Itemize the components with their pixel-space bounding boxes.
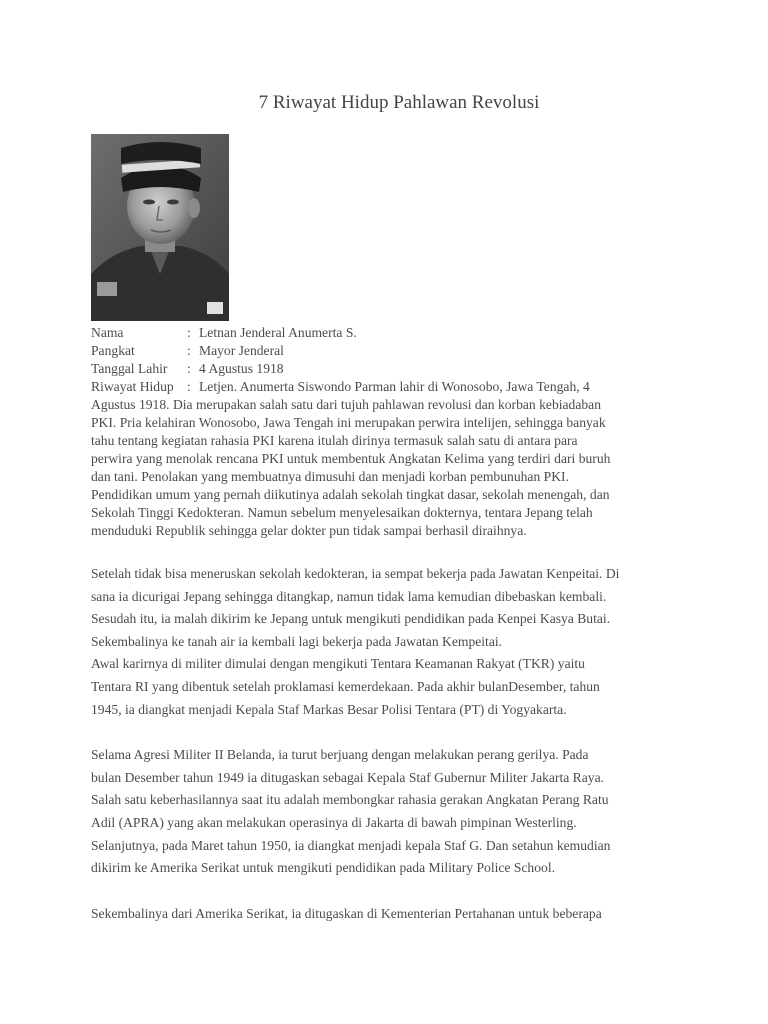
paragraph-line: Sesudah itu, ia malah dikirim ke Jepang untuk mengikuti pendidikan pada Kenpei Kasya Butai. — [91, 611, 611, 627]
paragraph-line: Sekembalinya ke tanah air ia kembali lagi bekerja pada Jawatan Kempeitai. — [91, 633, 503, 649]
paragraph-line: sana ia dicurigai Jepang sehingga ditangkap, namun tidak lama kemudian dibebaskan kembali. — [91, 588, 607, 604]
bio-line: perwira yang menolak rencana PKI untuk membentuk Angkatan Kelima yang terdiri dari buruh — [91, 451, 611, 466]
field-row-pangkat — [91, 342, 691, 360]
field-colon: : — [187, 361, 191, 376]
field-value: Mayor Jenderal — [199, 343, 284, 358]
bio-line: Agustus 1918. Dia merupakan salah satu dari tujuh pahlawan revolusi dan korban kebiadaban — [91, 397, 602, 412]
field-label: Tanggal Lahir — [91, 361, 168, 376]
bio-line: Pendidikan umum yang pernah diikutinya adalah sekolah tingkat dasar, sekolah menengah, dan — [91, 487, 610, 502]
bio-text — [91, 396, 691, 540]
field-row-riwayat-hidup — [91, 378, 691, 396]
body-paragraphs — [91, 563, 691, 948]
portrait-photo-icon — [91, 134, 229, 321]
paragraph-line: dikirim ke Amerika Serikat untuk mengikuti pendidikan pada Military Police School. — [91, 860, 555, 876]
page-title: 7 Riwayat Hidup Pahlawan Revolusi — [258, 92, 540, 113]
paragraph — [91, 903, 691, 926]
field-row-tanggal-lahir — [91, 360, 691, 378]
paragraph — [91, 563, 691, 721]
bio-line: menduduki Republik sehingga gelar dokter pun tidak sampai berhasil diraihnya. — [91, 523, 527, 538]
field-value: Letjen. Anumerta Siswondo Parman lahir di Wonosobo, Jawa Tengah, 4 — [199, 379, 590, 394]
paragraph-line: Awal karirnya di militer dimulai dengan mengikuti Tentara Keamanan Rakyat (TKR) yaitu — [91, 656, 585, 672]
paragraph-line: Tentara RI yang dibentuk setelah proklamasi kemerdekaan. Pada akhir bulanDesember, tahun — [91, 678, 600, 694]
field-label: Riwayat Hidup — [91, 379, 174, 394]
paragraph-line: Setelah tidak bisa meneruskan sekolah kedokteran, ia sempat bekerja pada Jawatan Kenpeitai. Di — [91, 566, 620, 581]
field-colon: : — [187, 343, 191, 358]
paragraph-line: Sekembalinya dari Amerika Serikat, ia ditugaskan di Kementerian Pertahanan untuk beberapa — [91, 905, 602, 921]
field-row-nama — [91, 324, 691, 342]
bio-line: PKI. Pria kelahiran Wonosobo, Jawa Tengah ini merupakan perwira intelijen, sehingga banyak — [91, 415, 606, 430]
paragraph-line: Salah satu keberhasilannya saat itu adalah membongkar rahasia gerakan Angkatan Perang Ratu — [91, 792, 609, 808]
field-colon: : — [187, 325, 191, 340]
paragraph — [91, 744, 691, 880]
bio-line: dan tani. Penolakan yang membuatnya dimusuhi dan menjadi korban pembunuhan PKI. — [91, 469, 569, 484]
paragraph-line: Adil (APRA) yang akan melakukan operasinya di Jakarta di bawah pimpinan Westerling. — [91, 814, 577, 830]
field-label: Nama — [91, 325, 124, 340]
paragraph-line: 1945, ia diangkat menjadi Kepala Staf Markas Besar Polisi Tentara (PT) di Yogyakarta. — [91, 701, 567, 717]
bio-section — [91, 324, 691, 540]
field-value: 4 Agustus 1918 — [199, 361, 284, 376]
field-value: Letnan Jenderal Anumerta S. — [199, 325, 357, 340]
field-label: Pangkat — [91, 343, 135, 358]
paragraph-line: bulan Desember tahun 1949 ia ditugaskan sebagai Kepala Staf Gubernur Militer Jakarta Raya. — [91, 769, 604, 785]
paragraph-line: Selanjutnya, pada Maret tahun 1950, ia diangkat menjadi kepala Staf G. Dan setahun kemudian — [91, 837, 611, 853]
field-colon: : — [187, 379, 191, 394]
portrait-photo — [91, 134, 229, 321]
bio-line: tahu tentang kegiatan rahasia PKI karena itulah dirinya termasuk salah satu di antara para — [91, 433, 578, 448]
paragraph-line: Selama Agresi Militer II Belanda, ia turut berjuang dengan melakukan perang gerilya. Pada — [91, 747, 589, 763]
bio-line: Sekolah Tinggi Kedokteran. Namun sebelum menyelesaikan dokternya, tentara Jepang telah — [91, 505, 593, 520]
